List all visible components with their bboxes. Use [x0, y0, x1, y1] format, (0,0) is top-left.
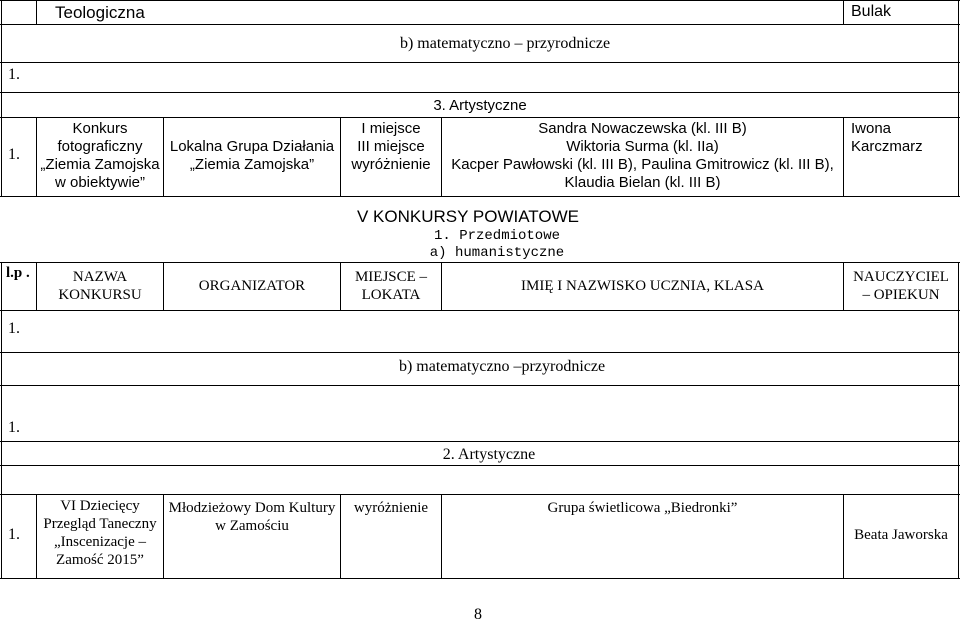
- rule: [0, 441, 960, 442]
- students-cell: [442, 120, 843, 192]
- text-line: „Ziemia Zamojska”: [189, 156, 315, 173]
- header-student: IMIĘ I NAZWISKO UCZNIA, KLASA: [521, 278, 764, 294]
- rule: [0, 92, 960, 93]
- heading-sub1: 1. Przedmiotowe: [433, 228, 561, 244]
- rule: [0, 578, 960, 579]
- rule: [0, 310, 960, 311]
- text-line: Karczmarz: [851, 138, 923, 155]
- header-teacher: [844, 268, 958, 304]
- text-line: wyróżnienie: [351, 156, 431, 173]
- text-line: Młodzieżowy Dom Kultury: [168, 500, 336, 516]
- header-place: [341, 268, 441, 304]
- text-line: Klaudia Bielan (kl. III B): [564, 174, 721, 191]
- rule: [0, 494, 960, 495]
- heading-title: V KONKURSY POWIATOWE: [357, 207, 579, 226]
- text-line: MIEJSCE –: [354, 269, 428, 285]
- text-line: Przegląd Taneczny: [43, 516, 157, 532]
- text-line: Zamość 2015”: [56, 552, 144, 568]
- text-line: w Zamościu: [215, 518, 289, 534]
- contest-name-cell: [37, 497, 163, 569]
- section-label-artistic: 2. Artystyczne: [442, 446, 536, 463]
- organizer-cell: [164, 138, 340, 174]
- place-cell: wyróżnienie: [353, 500, 429, 516]
- rule: [0, 465, 960, 466]
- text-line: I miejsce: [361, 120, 421, 137]
- text-line: Konkurs: [72, 120, 128, 137]
- rule: [0, 0, 960, 1]
- teacher-cell: Beata Jaworska: [854, 527, 948, 543]
- text-line: Sandra Nowaczewska (kl. III B): [538, 120, 747, 137]
- text-line: Lokalna Grupa Działania: [169, 138, 335, 155]
- rule: [0, 62, 960, 63]
- text-line: Iwona: [851, 120, 892, 137]
- organizer-cell: [164, 499, 340, 535]
- row-number: 1.: [8, 146, 20, 163]
- place-cell: [341, 120, 441, 174]
- rule: [0, 117, 960, 118]
- text-line: III miejsce: [357, 138, 425, 155]
- text-line: fotograficzny: [57, 138, 143, 155]
- contest-name-cell: [37, 120, 163, 192]
- rule: [36, 0, 37, 24]
- cell-teologiczna: Teologiczna: [55, 3, 145, 22]
- row-number: 1.: [8, 419, 20, 436]
- section-label-b: b) matematyczno – przyrodnicze: [399, 35, 611, 52]
- text-line: „Ziemia Zamojska: [40, 156, 160, 173]
- text-line: VI Dziecięcy: [60, 498, 140, 514]
- rule: [0, 262, 960, 263]
- text-line: LOKATA: [361, 287, 421, 303]
- header-organizer: ORGANIZATOR: [198, 278, 306, 294]
- text-line: – OPIEKUN: [862, 287, 940, 303]
- row-number: 1.: [8, 526, 20, 543]
- text-line: Wiktoria Surma (kl. IIa): [566, 138, 719, 155]
- header-contest-name: [37, 268, 163, 304]
- rule: [958, 262, 959, 579]
- row-number: 1.: [8, 66, 20, 83]
- rule: [843, 0, 844, 24]
- section-label-b: b) matematyczno –przyrodnicze: [398, 358, 606, 375]
- student-cell: Grupa świetlicowa „Biedronki”: [547, 500, 738, 516]
- rule: [843, 117, 844, 197]
- text-line: NAUCZYCIEL: [853, 269, 949, 285]
- teacher-cell: [851, 120, 923, 156]
- header-lp: l.p .: [6, 265, 30, 281]
- heading-sub2: a) humanistyczne: [429, 245, 565, 261]
- section-label-artistic: 3. Artystyczne: [433, 97, 527, 114]
- text-line: Kacper Pawłowski (kl. III B), Paulina Gmitrowicz (kl. III B),: [451, 156, 834, 173]
- rule: [0, 352, 960, 353]
- row-number: 1.: [8, 320, 20, 337]
- rule: [0, 196, 960, 197]
- rule: [0, 385, 960, 386]
- rule: [1, 262, 2, 579]
- text-line: NAZWA: [72, 269, 128, 285]
- text-line: „Inscenizacje –: [53, 534, 147, 550]
- text-line: w obiektywie”: [54, 174, 146, 191]
- text-line: KONKURSU: [58, 287, 142, 303]
- rule: [0, 24, 960, 25]
- cell-bulak: Bulak: [851, 3, 892, 20]
- page-number: 8: [474, 606, 482, 623]
